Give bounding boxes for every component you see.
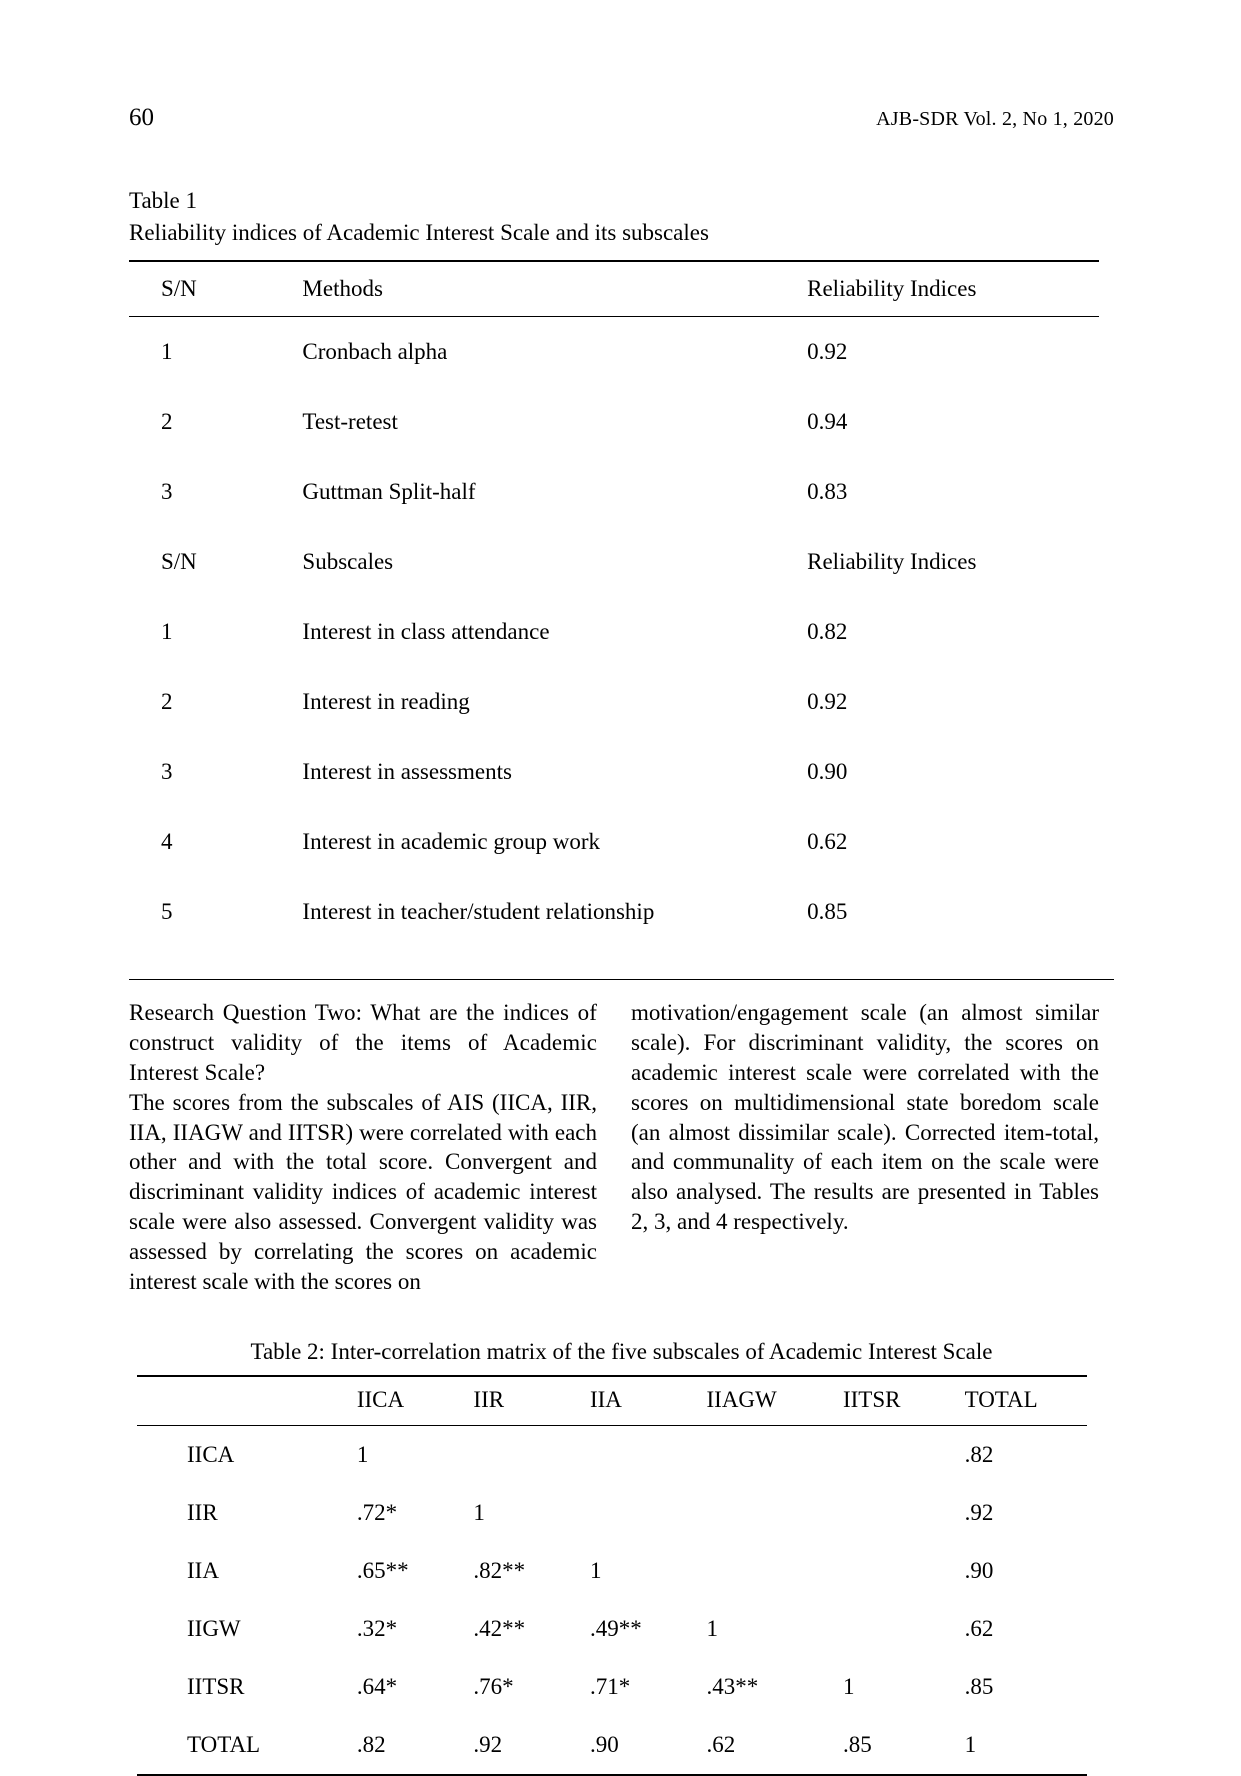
table2-cell [707,1425,843,1484]
table2-cell: .72* [356,1499,398,1525]
table1-cell-sn: 3 [161,479,173,504]
table2 [137,1375,1087,1776]
table1-cell-subscale: Interest in class attendance [302,619,550,644]
table2-cell: 1 [589,1557,602,1583]
table2-cell [843,1484,965,1542]
table2-row-label: IIGW [187,1615,241,1641]
table2-cell: .82 [964,1441,994,1467]
table2-cell: 1 [964,1731,977,1757]
table1-cell-index: 0.92 [807,689,848,714]
table1-cell-sn: 2 [161,689,173,714]
table2-cell: .90 [589,1731,619,1757]
table2-cell: .92 [473,1731,503,1757]
table2-row-label: IIR [187,1499,218,1525]
table2-header-iitsr: IITSR [842,1386,901,1412]
table2-cell: .32* [356,1615,398,1641]
table-row [137,1484,1087,1542]
table-row [129,457,1099,527]
table2-row-label: IICA [187,1441,235,1467]
paragraph-validity: motivation/engagement scale (an almost similar scale). For discriminant validity, the scores on academic interest scale were correlated with the scores on multidimensional state boredom scale (an almost dissimilar scale). Corrected item-total, and communality of each item on the scale were also analysed. The results are presented in Tables 2, 3, and 4 respectively. [631,1000,1099,1235]
table1-cell-index: 0.62 [807,829,848,854]
table2-header-iica: IICA [356,1386,405,1412]
table1-title: Reliability indices of Academic Interest Scale and its subscales [129,220,709,245]
table1-cell-subscale: Interest in reading [302,689,470,714]
body-text [129,979,1114,1297]
table1-cell-method: Test-retest [302,409,398,434]
table2-row-label: IIA [187,1557,219,1583]
table1-cell-sn: 4 [161,829,173,854]
table2-cell: 1 [473,1499,485,1525]
table1-cell-sn: 2 [161,409,173,434]
table1-cell-index: 0.83 [807,479,848,504]
table1-label: Table 1 [129,188,198,213]
table2-cell: .43** [706,1673,759,1699]
table-row [129,667,1099,737]
table-row [129,807,1099,877]
table2-cell: .64* [356,1673,398,1699]
table-row [129,877,1099,949]
paragraph-research-question: Research Question Two: What are the indices of construct validity of the items of Academic Interest Scale? [129,1000,597,1085]
table2-cell: .76* [473,1673,514,1699]
table2-cell [843,1425,965,1484]
table1-cell-sn: 1 [161,339,173,364]
table2-cell [843,1600,965,1658]
table1-cell-subscale: Interest in academic group work [302,829,601,854]
table2-cell: .42** [473,1615,526,1641]
table1 [129,260,1099,949]
table2-cell [473,1425,590,1484]
table1-cell-method: Guttman Split-half [302,479,476,504]
table2-cell [707,1542,843,1600]
table1-cell-subscale: Interest in assessments [302,759,512,784]
table1-header-methods: Methods [302,276,383,301]
table2-cell: .62 [706,1731,736,1757]
running-header [129,104,1114,132]
table2-cell: .62 [964,1615,994,1641]
table2-cell: .85 [842,1731,872,1757]
table2-header-blank [137,1376,357,1426]
table2-cell: .82 [356,1731,386,1757]
table1-cell-method: Cronbach alpha [302,339,448,364]
table1-header-indices: Reliability Indices [807,276,977,301]
table-row [137,1542,1087,1600]
table2-cell: .71* [589,1673,631,1699]
table1-cell-sn: 3 [161,759,173,784]
table-row [137,1658,1087,1716]
table1-cell-sn: 5 [161,899,173,924]
table1-cell-index: 0.82 [807,619,848,644]
table2-cell: 1 [706,1615,718,1641]
table2-cell: .65** [356,1557,409,1583]
table2-cell: 1 [356,1441,369,1467]
table1-cell-index: 0.85 [807,899,848,924]
table1-header-row [129,261,1099,317]
table-row [129,737,1099,807]
table1-subheader-indices: Reliability Indices [807,549,977,574]
table2-header-row [137,1376,1087,1426]
table1-cell-sn: 1 [161,619,173,644]
page-number: 60 [129,104,154,131]
table2-row-label: TOTAL [187,1731,261,1757]
table1-header-sn: S/N [161,276,197,301]
table2-cell: .82** [473,1557,526,1583]
table2-cell: .90 [964,1557,994,1583]
table2-cell [843,1542,965,1600]
table2-header-iir: IIR [473,1386,505,1412]
paragraph-methods: The scores from the subscales of AIS (IICA, IIR, IIA, IIAGW and IITSR) were correlated with each other and with the total score. Convergent and discriminant validity indices of academic interest scale were also assessed. Convergent validity was assessed by correlating the scores on academic interest scale with the scores on [129,1089,597,1295]
table-row [129,387,1099,457]
table1-cell-index: 0.90 [807,759,848,784]
table2-cell [590,1425,707,1484]
table1-cell-index: 0.94 [807,409,848,434]
table2-title: Table 2: Inter-correlation matrix of the five subscales of Academic Interest Scale [250,1338,993,1364]
table2-cell: .92 [964,1499,994,1525]
table-row [137,1600,1087,1658]
table1-subheader-sn: S/N [161,549,197,574]
table2-header-total: TOTAL [964,1386,1038,1412]
table1-subheader-row [129,527,1099,597]
table2-cell: .85 [964,1673,994,1699]
table2-row-label: IITSR [187,1673,245,1699]
table2-cell: .49** [589,1615,642,1641]
table1-cell-subscale: Interest in teacher/student relationship [302,899,655,924]
table1-cell-index: 0.92 [807,339,848,364]
table2-cell [590,1484,707,1542]
page-content [129,104,1114,1776]
table2-cell: 1 [842,1673,855,1699]
table2-cell [707,1484,843,1542]
table-row [129,317,1099,388]
table2-header-iia: IIA [589,1386,622,1412]
table-row [129,597,1099,667]
body-column-right [631,998,1099,1297]
table-row [137,1716,1087,1775]
table-row [137,1425,1087,1484]
journal-reference: AJB-SDR Vol. 2, No 1, 2020 [876,108,1114,130]
table2-header-iiagw: IIAGW [706,1386,777,1412]
body-column-left [129,998,597,1297]
table2-block [129,1339,1114,1776]
table1-subheader-subscales: Subscales [302,549,394,574]
